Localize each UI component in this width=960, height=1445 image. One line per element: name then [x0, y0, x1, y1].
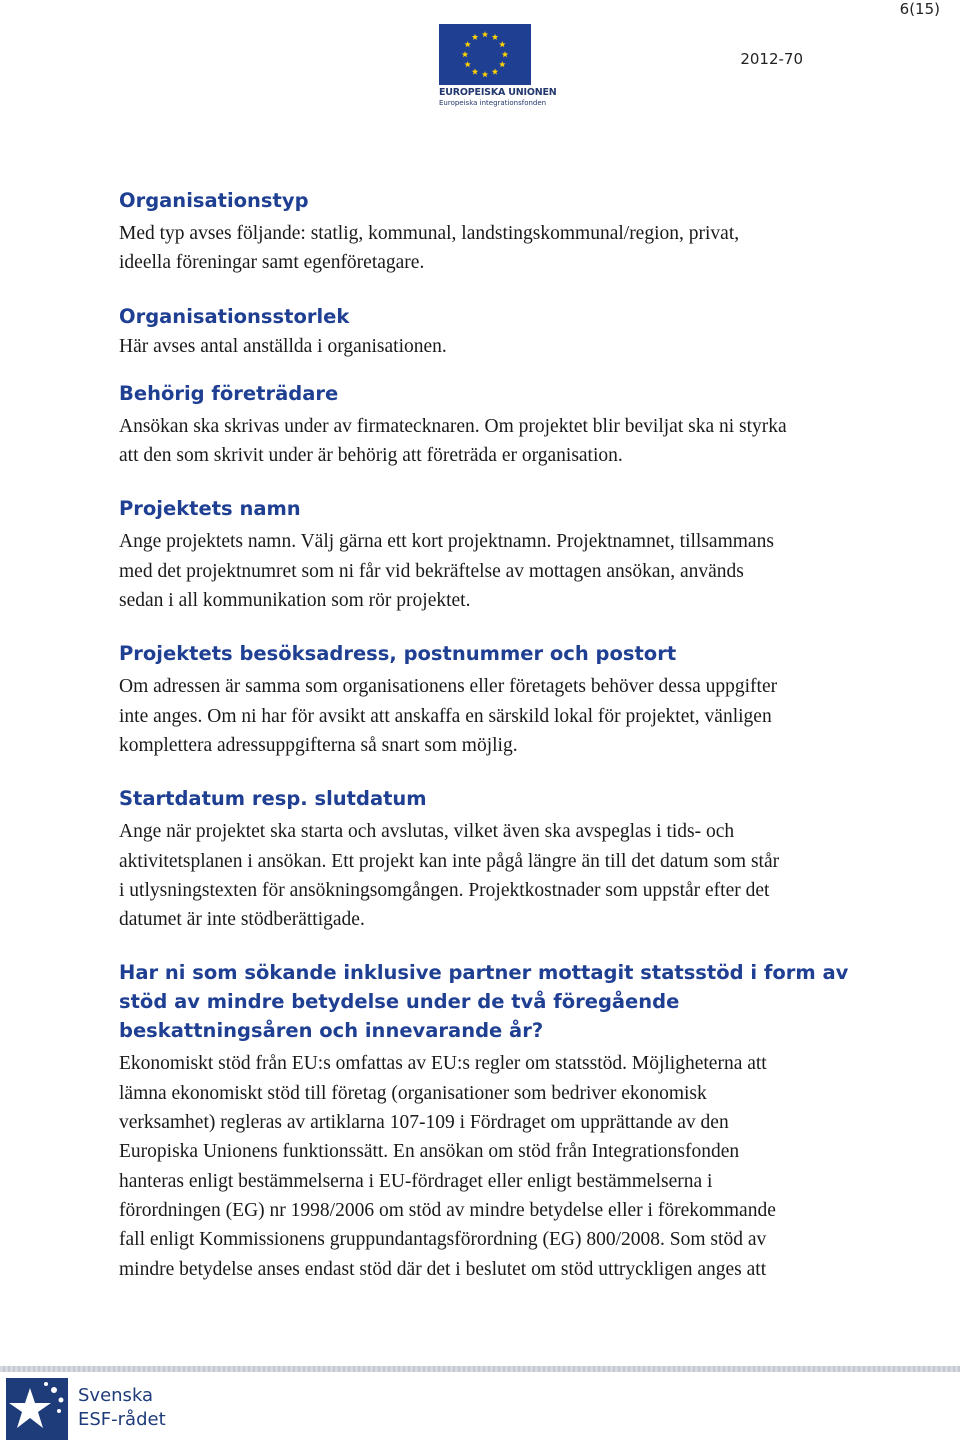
- section-heading: Projektets namn: [119, 497, 301, 521]
- section-heading: Organisationsstorlek: [119, 304, 350, 328]
- footer-divider: [0, 1366, 960, 1372]
- text-line: fall enligt Kommissionens gruppundantagsförordning (EG) 800/2008. Som stöd av: [119, 1229, 767, 1251]
- section-text: [119, 219, 879, 278]
- eu-star: [482, 31, 488, 37]
- text-line: Med typ avses följande: statlig, kommunal, landstingskommunal/region, privat,: [119, 223, 740, 244]
- esf-star-icon: [6, 1378, 68, 1440]
- eu-star: [492, 68, 498, 74]
- text-line: Här avses antal anställda i organisationen.: [119, 335, 447, 357]
- eu-star: [472, 34, 478, 40]
- eu-star: [464, 41, 470, 47]
- heading-line: Har ni som sökande inklusive partner mottagit statsstöd i form av: [119, 961, 849, 985]
- esf-logo: [6, 1378, 166, 1440]
- eu-star: [462, 51, 468, 57]
- text-line: mindre betydelse anses endast stöd där det i beslutet om stöd uttryckligen anges att: [119, 1258, 767, 1280]
- document-body: [119, 186, 879, 1308]
- section-text: [119, 332, 879, 361]
- eu-logo-line2: Europeiska integrationsfonden: [439, 99, 547, 107]
- eu-star: [499, 61, 505, 67]
- section-text: [119, 817, 879, 934]
- eu-star: [502, 51, 508, 57]
- eu-flag-icon: [439, 24, 531, 85]
- text-line: ideella föreningar samt egenföretagare.: [119, 252, 425, 274]
- section-heading: Projektets besöksadress, postnummer och postort: [119, 642, 677, 666]
- text-line: aktivitetsplanen i ansökan. Ett projekt kan inte pågå längre än till det datum som står: [119, 850, 780, 872]
- text-line: med det projektnumret som ni får vid bekräftelse av mottagen ansökan, används: [119, 560, 744, 582]
- text-line: verksamhet) regleras av artiklarna 107-109 i Fördraget om upprättande av den: [119, 1112, 729, 1134]
- text-line: sedan i all kommunikation som rör projektet.: [119, 590, 471, 612]
- heading-line: stöd av mindre betydelse under de två föregående: [119, 990, 680, 1014]
- text-line: Ange när projektet ska starta och avslutas, vilket även ska avspeglas i tids- och: [119, 821, 735, 843]
- eu-star: [482, 71, 488, 77]
- section-besoksadress: [119, 639, 879, 760]
- eu-star: [499, 41, 505, 47]
- section-organisationstyp: [119, 186, 879, 278]
- esf-logo-line1: Svenska: [78, 1385, 154, 1406]
- section-organisationsstorlek: [119, 302, 879, 361]
- text-line: att den som skrivit under är behörig att företräda er organisation.: [119, 445, 623, 467]
- section-text: [119, 527, 879, 615]
- section-heading: Organisationstyp: [119, 189, 309, 212]
- heading-line: beskattningsåren och innevarande år?: [119, 1019, 544, 1043]
- text-line: Ange projektets namn. Välj gärna ett kort projektnamn. Projektnamnet, tillsammans: [119, 531, 774, 553]
- eu-star: [464, 61, 470, 67]
- text-line: Om adressen är samma som organisationens eller företagets behöver dessa uppgifter: [119, 676, 778, 698]
- eu-star: [492, 34, 498, 40]
- esf-logo-text: [78, 1384, 166, 1432]
- section-heading: [119, 958, 879, 1045]
- text-line: lämna ekonomiskt stöd till företag (organisationer som bedriver ekonomisk: [119, 1082, 707, 1104]
- section-projektets-namn: [119, 494, 879, 615]
- text-line: Europiska Unionens funktionssätt. En ansökan om stöd från Integrationsfonden: [119, 1141, 740, 1163]
- text-line: inte anges. Om ni har för avsikt att anskaffa en särskild lokal för projektet, vänligen: [119, 705, 772, 727]
- section-behorig-foretradare: [119, 379, 879, 471]
- text-line: förordningen (EG) nr 1998/2006 om stöd av mindre betydelse eller i förekommande: [119, 1199, 776, 1221]
- text-line: Ekonomiskt stöd från EU:s omfattas av EU:s regler om statsstöd. Möjligheterna att: [119, 1053, 767, 1075]
- text-line: i utlysningstexten för ansökningsomgången. Projektkostnader som uppstår efter det: [119, 879, 770, 901]
- page-number: 6(15): [899, 0, 940, 18]
- text-line: Ansökan ska skrivas under av firmatecknaren. Om projektet blir beviljat ska ni styrka: [119, 415, 787, 437]
- section-text: [119, 672, 879, 760]
- eu-logo: [439, 24, 557, 108]
- section-text: [119, 1049, 879, 1283]
- eu-logo-line1: EUROPEISKA UNIONEN: [439, 87, 557, 98]
- section-statsstod: [119, 958, 879, 1283]
- eu-star: [472, 68, 478, 74]
- section-heading: Startdatum resp. slutdatum: [119, 787, 427, 811]
- esf-logo-line2: ESF-rådet: [78, 1409, 166, 1430]
- document-reference: 2012-70: [740, 50, 803, 68]
- text-line: datumet är inte stödberättigade.: [119, 909, 365, 931]
- section-startdatum-slutdatum: [119, 784, 879, 934]
- section-text: [119, 412, 879, 471]
- text-line: komplettera adressuppgifterna så snart som möjlig.: [119, 734, 518, 756]
- section-heading: Behörig företrädare: [119, 381, 339, 405]
- text-line: hanteras enligt bestämmelserna i EU-fördraget eller enligt bestämmelserna i: [119, 1170, 713, 1192]
